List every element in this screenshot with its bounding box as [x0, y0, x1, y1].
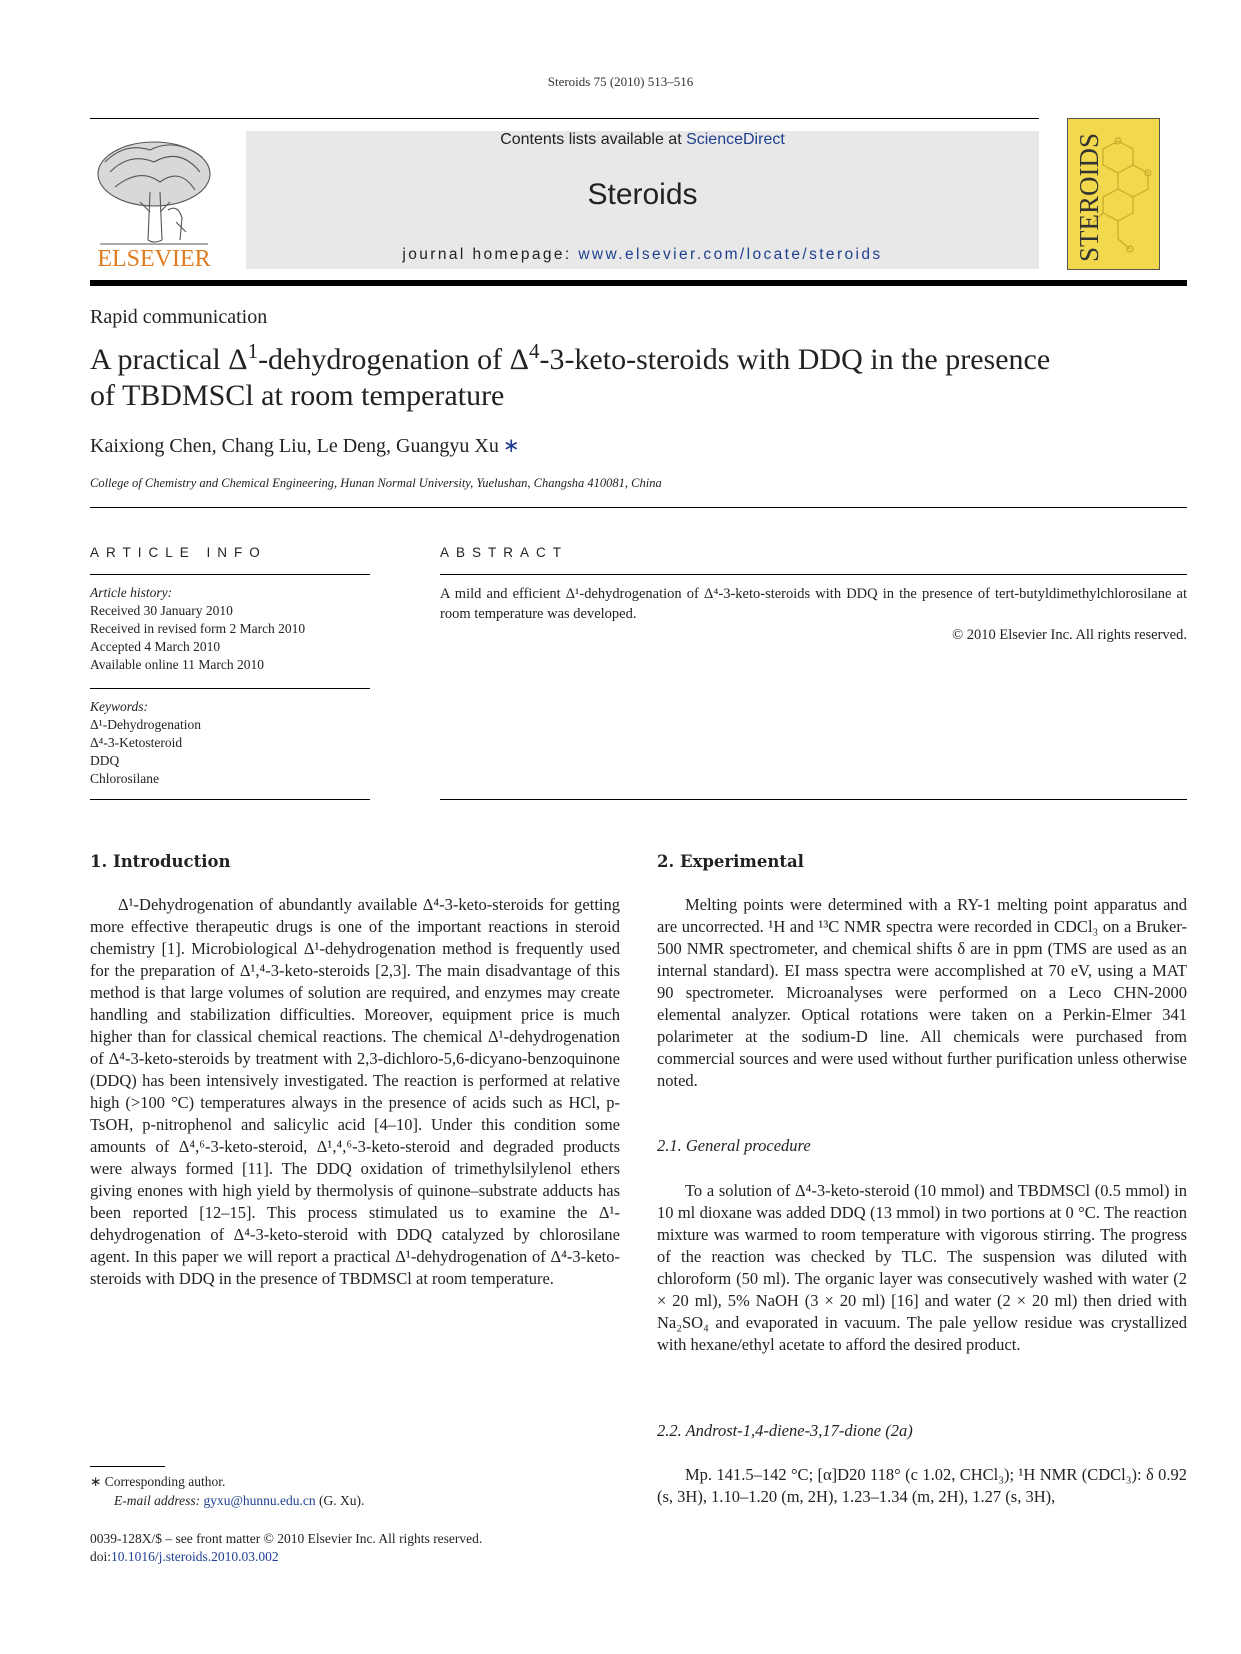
general-procedure-body — [657, 1180, 1187, 1356]
abstract-text: A mild and efficient Δ¹-dehydrogenation of Δ⁴-3-keto-steroids with DDQ in the presence of tert-butyldimethylchlorosilane at room temperature was developed. — [440, 586, 1187, 622]
introduction-heading: 1. Introduction — [90, 852, 231, 871]
journal-name: Steroids — [587, 178, 698, 211]
keywords — [90, 698, 370, 788]
article-title — [90, 339, 1200, 414]
authors: Kaixiong Chen, Chang Liu, Le Deng, Guangyu Xu — [90, 435, 499, 457]
history-label: Article history: — [90, 585, 173, 600]
footnote-rule — [90, 1466, 165, 1467]
keywords-label: Keywords: — [90, 699, 148, 714]
experimental-heading: 2. Experimental — [657, 852, 804, 871]
title-part: A practical Δ — [90, 343, 248, 376]
journal-cover — [1067, 118, 1160, 270]
abstract-heading: ABSTRACT — [440, 545, 569, 560]
androstadienedione-paragraph: Mp. 141.5–142 °C; [α]D20 118° (c 1.02, CHCl₃); ¹H NMR (CDCl₃): δ 0.92 (s, 3H), 1.10–1.20 (m, 2H), 1.23–1.34 (m, 2H), 1.27 (s, 3H), — [657, 1465, 1187, 1506]
info-bottom-rule — [90, 799, 370, 800]
email-line — [90, 1491, 364, 1510]
elsevier-tree-icon — [90, 132, 218, 272]
email-suffix: (G. Xu). — [315, 1493, 365, 1508]
experimental-body — [657, 894, 1187, 1092]
cover-title: STEROIDS — [1074, 132, 1104, 262]
keyword-item: DDQ — [90, 753, 120, 768]
keyword-item: Chlorosilane — [90, 771, 159, 786]
article-info-heading: ARTICLE INFO — [90, 545, 267, 560]
contents-line — [246, 131, 1039, 149]
affiliation: College of Chemistry and Chemical Engineering, Hunan Normal University, Yuelushan, Changsha 410081, China — [90, 476, 662, 490]
history-received: Received 30 January 2010 — [90, 603, 233, 618]
corresponding-author-note: ∗ Corresponding author. — [90, 1474, 226, 1489]
author-list — [90, 433, 520, 458]
general-procedure-paragraph: To a solution of Δ⁴-3-keto-steroid (10 mmol) and TBDMSCl (0.5 mmol) in 10 ml dioxane was added DDQ (13 mmol) in two portions at 0 °C. The reaction mixture was warmed to room temperature with vigorous stirring. The progress of the reaction was checked by TLC. The suspension was diluted with chloroform (50 ml). The organic layer was consecutively washed with water (2 × 20 ml), 5% NaOH (3 × 20 ml) [16] and water (2 × 20 ml) then dried with Na₂SO₄ and evaporated in vacuum. The pale yellow residue was crystallized with hexane/ethyl acetate to afford the desired product. — [657, 1181, 1187, 1354]
title-superscript: 4 — [528, 339, 540, 363]
email-link[interactable]: gyxu@hunnu.edu.cn — [203, 1493, 316, 1508]
introduction-body — [90, 894, 620, 1290]
running-head: Steroids 75 (2010) 513–516 — [547, 74, 694, 89]
homepage-prefix: journal homepage: — [402, 246, 579, 263]
androstadienedione-heading: 2.2. Androst-1,4-diene-3,17-dione (2a) — [657, 1421, 913, 1440]
history-online: Available online 11 March 2010 — [90, 657, 264, 672]
email-label: E-mail address: — [114, 1493, 204, 1508]
journal-homepage — [246, 246, 1039, 264]
elsevier-logo — [90, 132, 218, 272]
abstract-bottom-rule — [440, 799, 1187, 800]
sciencedirect-link[interactable]: ScienceDirect — [686, 131, 785, 148]
abstract-copyright: © 2010 Elsevier Inc. All rights reserved. — [952, 627, 1187, 643]
contents-prefix: Contents lists available at — [500, 131, 687, 148]
molecule-cover-icon — [1068, 119, 1159, 269]
doi-line — [90, 1548, 482, 1566]
title-line-2: of TBDMSCl at room temperature — [90, 379, 505, 412]
front-matter — [90, 1530, 482, 1566]
keywords-rule — [90, 688, 370, 689]
footnote — [90, 1472, 364, 1510]
history-revised: Received in revised form 2 March 2010 — [90, 621, 306, 636]
title-part: -dehydrogenation of Δ — [258, 343, 529, 376]
androstadienedione-body — [657, 1464, 1187, 1508]
keyword-item: Δ¹-Dehydrogenation — [90, 717, 201, 732]
corresponding-author-mark[interactable]: ∗ — [502, 435, 520, 457]
info-top-rule — [90, 507, 1187, 508]
elsevier-wordmark: ELSEVIER — [97, 246, 211, 272]
abstract-rule — [440, 574, 1187, 575]
keyword-item: Δ⁴-3-Ketosteroid — [90, 735, 183, 750]
section-type: Rapid communication — [90, 306, 268, 328]
doi-label: doi: — [90, 1549, 112, 1564]
article-history — [90, 584, 370, 674]
info-rule — [90, 574, 370, 575]
header-thick-rule — [90, 280, 1187, 286]
title-part: -3-keto-steroids with DDQ in the presence — [539, 343, 1051, 376]
introduction-paragraph: Δ¹-Dehydrogenation of abundantly available Δ⁴-3-keto-steroids for getting more effective therapeutic drugs is one of the important reactions in steroid chemistry [1]. Microbiological Δ¹-dehydrogenation method is frequently used for the preparation of Δ¹,⁴-3-keto-steroids [2,3]. The main disadvantage of this method is that large volumes of solution are required, and enzymes may create handling and stabilization difficulties. Moreover, equipment price is much higher than for classical chemical reactions. The chemical Δ¹-dehydrogenation of Δ⁴-3-keto-steroids by treatment with 2,3-dichloro-5,6-dicyano-benzoquinone (DDQ) has been intensively investigated. The reaction is performed at relative high (>100 °C) temperatures always in the presence of acids such as HCl, p-TsOH, p-nitrophenol and salicylic acid [4–10]. Under this condition some amounts of Δ⁴,⁶-3-keto-steroid, Δ¹,⁴,⁶-3-keto-steroid and degraded products were always formed [11]. The DDQ oxidation of trimethylsilylenol ethers giving enones with high yield by thermolysis of quinone–substrate adducts has been reported [12–15]. This process stimulated us to examine the Δ¹-dehydrogenation of Δ⁴-3-keto-steroid with DDQ catalyzed by chlorosilane agent. In this paper we will report a practical Δ¹-dehydrogenation of Δ⁴-3-keto-steroids with DDQ in the presence of TBDMSCl at room temperature. — [90, 895, 620, 1288]
homepage-link[interactable]: www.elsevier.com/locate/steroids — [578, 246, 883, 263]
title-superscript: 1 — [247, 339, 259, 363]
general-procedure-heading: 2.1. General procedure — [657, 1136, 811, 1155]
history-accepted: Accepted 4 March 2010 — [90, 639, 221, 654]
issn-line: 0039-128X/$ – see front matter © 2010 Elsevier Inc. All rights reserved. — [90, 1531, 483, 1546]
doi-link[interactable]: 10.1016/j.steroids.2010.03.002 — [111, 1549, 279, 1564]
experimental-paragraph: Melting points were determined with a RY-1 melting point apparatus and are uncorrected. ¹H and ¹³C NMR spectra were recorded in CDCl₃ on a Bruker-500 NMR spectrometer, and chemical shifts δ are in ppm (TMS are used as an internal standard). EI mass spectra were accomplished at 70 eV, using a MAT 90 spectrometer. Microanalyses were performed on a Leco CHN-2000 elemental analyzer. Optical rotations were taken on a Perkin-Elmer 341 polarimeter at the sodium-D line. All chemicals were purchased from commercial sources and were used without further purification unless otherwise noted. — [657, 895, 1187, 1090]
header-top-rule — [90, 118, 1039, 119]
